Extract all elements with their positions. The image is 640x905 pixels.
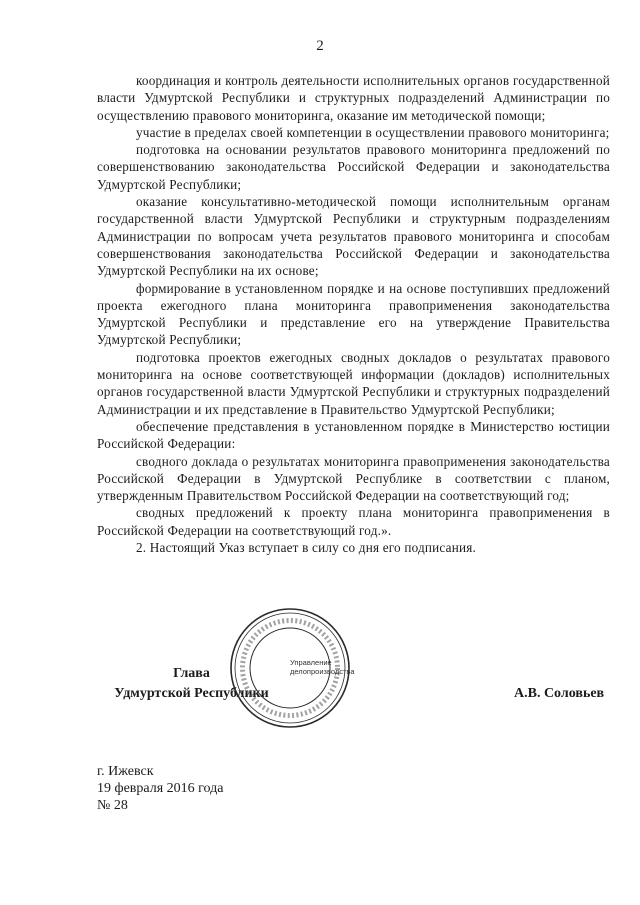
paragraph-summary-proposals: сводных предложений к проекту плана мониторинга правоприменения в Российской Федерации на соответствующий год.». xyxy=(97,505,610,538)
page-number: 2 xyxy=(316,38,324,54)
seal-text-line2: делопроизводства xyxy=(290,667,355,676)
official-seal xyxy=(228,606,355,730)
decree-footer xyxy=(97,763,224,814)
paragraph-participation: участие в пределах своей компетенции в осуществлении правового мониторинга; xyxy=(136,124,610,140)
decree-number: № 28 xyxy=(97,798,128,813)
paragraph-reports: подготовка проектов ежегодных сводных докладов о результатах правового мониторинга на основе соответствующей информации (докладов) исполнительных органов государственной власти Удмуртской Республики и структурных подразделений Администрации и их представление в Правительство Удмуртской Республики; xyxy=(97,349,610,417)
signatory-title-line1: Глава xyxy=(173,666,210,681)
signatory-name: А.В. Соловьев xyxy=(514,686,605,701)
paragraph-ministry: обеспечение представления в установленном порядке в Министерство юстиции Российской Федерации: xyxy=(97,418,610,452)
paragraph-summary-report: сводного доклада о результатах мониторинга правоприменения законодательства Российской Федерации в Удмуртской Республике в соответствии с планом, утвержденным Правительством Российской Федерации на соответствующий год; xyxy=(97,453,610,504)
city: г. Ижевск xyxy=(97,764,154,779)
paragraph-coordination: координация и контроль деятельности исполнительных органов государственной власти Удмуртской Республики и структурных подразделений Администрации по осуществлению правового мониторинга, оказание им методической помощи; xyxy=(97,73,610,123)
seal-text-line1: Управление xyxy=(290,658,332,667)
paragraph-annual-plan: формирование в установленном порядке и на основе поступивших предложений проекта ежегодного плана мониторинга правоприменения законодательства Удмуртской Республики и представление его на утверждение Правительства Удмуртской Республики; xyxy=(97,280,610,348)
paragraph-effective-date: 2. Настоящий Указ вступает в силу со дня его подписания. xyxy=(136,540,476,556)
decree-date: 19 февраля 2016 года xyxy=(97,781,224,796)
paragraph-methodical-help: оказание консультативно-методической помощи исполнительным органам государственной власти Удмуртской Республики и структурным подразделениям Администрации по вопросам учета результатов правового мониторинга и способам совершенствования законодательства Российской Федерации и законодательства Удмуртской Республики на их основе; xyxy=(97,194,610,279)
seal-text xyxy=(290,658,355,676)
signatory-title-line2: Удмуртской Республики xyxy=(114,686,269,701)
decree-body xyxy=(97,72,610,556)
paragraph-proposals: подготовка на основании результатов правового мониторинга предложений по совершенствованию законодательства Российской Федерации и законодательства Удмуртской Республики; xyxy=(97,142,610,192)
